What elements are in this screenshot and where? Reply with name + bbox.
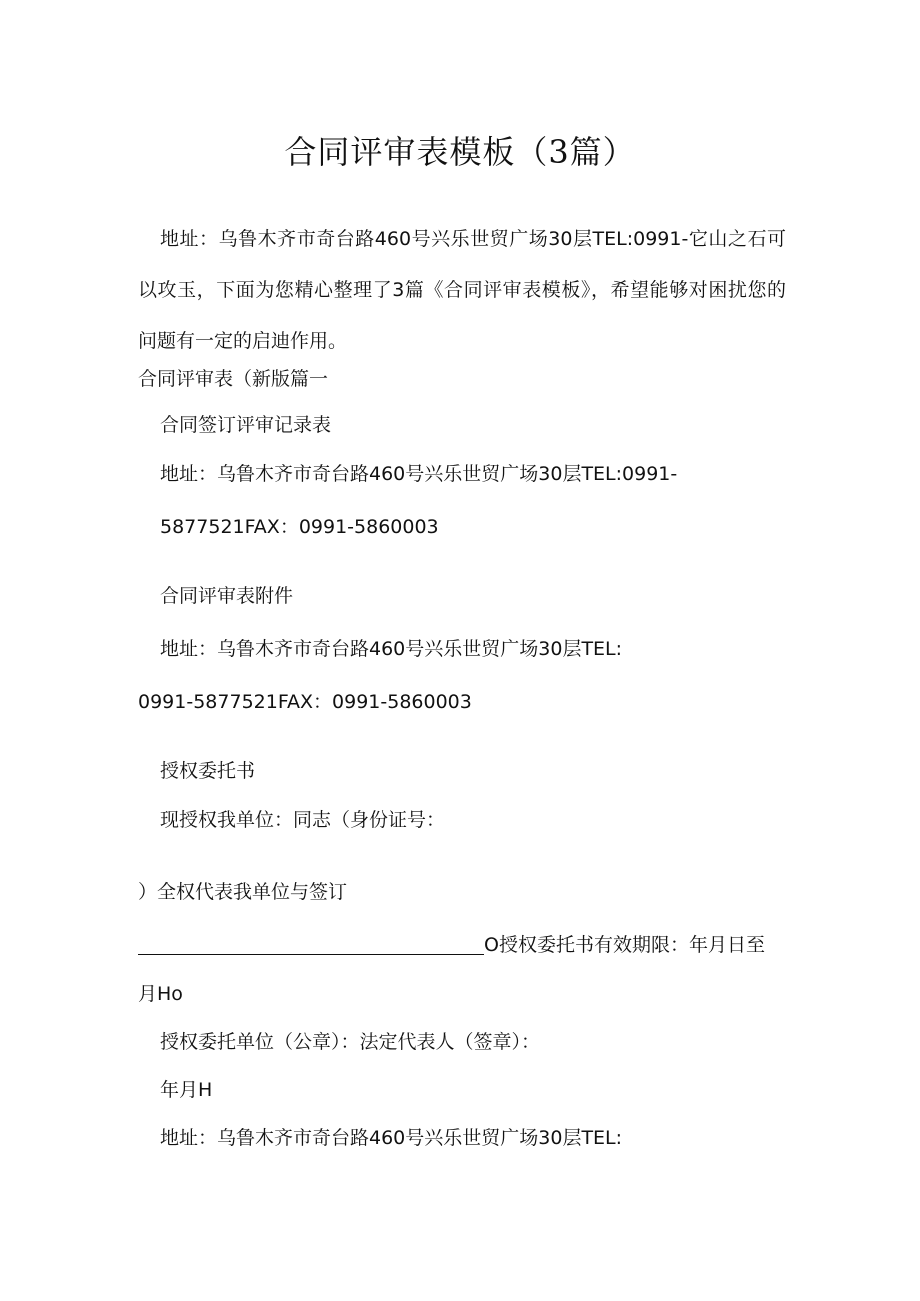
footer-address-line: 地址：乌鲁木齐市奇台路460号兴乐世贸广场30层TEL: (160, 1127, 623, 1149)
blank-underline (138, 930, 484, 960)
auth-title: 授权委托书 (160, 760, 256, 782)
section-heading: 合同评审表（新版篇一 (138, 368, 329, 390)
item2-title: 合同评审表附件 (160, 585, 294, 607)
intro-paragraph: 地址：乌鲁木齐市奇台路460号兴乐世贸广场30层TEL:0991-它山之石可以攻玉，下面为您精心整理了3篇《合同评审表模板》，希望能够对困扰您的问题有一定的启迪作用。 (138, 228, 786, 352)
item1-title: 合同签订评审记录表 (160, 414, 332, 436)
fill-in-blank (138, 932, 484, 955)
auth-grant-line: 现授权我单位：同志（身份证号： (160, 809, 446, 831)
auth-validity-line: O授权委托书有效期限：年月日至 (484, 934, 765, 956)
auth-validity-end: 月Ho (138, 983, 183, 1005)
item1-address-line2: 5877521FAX：0991-5860003 (160, 516, 439, 538)
auth-date-line: 年月H (160, 1079, 213, 1101)
auth-scope-line: ）全权代表我单位与签订 (138, 881, 348, 903)
item2-address-line2: 0991-5877521FAX：0991-5860003 (138, 691, 472, 713)
item1-address-line1: 地址：乌鲁木齐市奇台路460号兴乐世贸广场30层TEL:0991- (160, 463, 678, 485)
auth-signature-line: 授权委托单位（公章）：法定代表人（签章）： (160, 1031, 541, 1053)
item2-address-line1: 地址：乌鲁木齐市奇台路460号兴乐世贸广场30层TEL: (160, 638, 623, 660)
document-title: 合同评审表模板（3篇） (284, 133, 636, 171)
